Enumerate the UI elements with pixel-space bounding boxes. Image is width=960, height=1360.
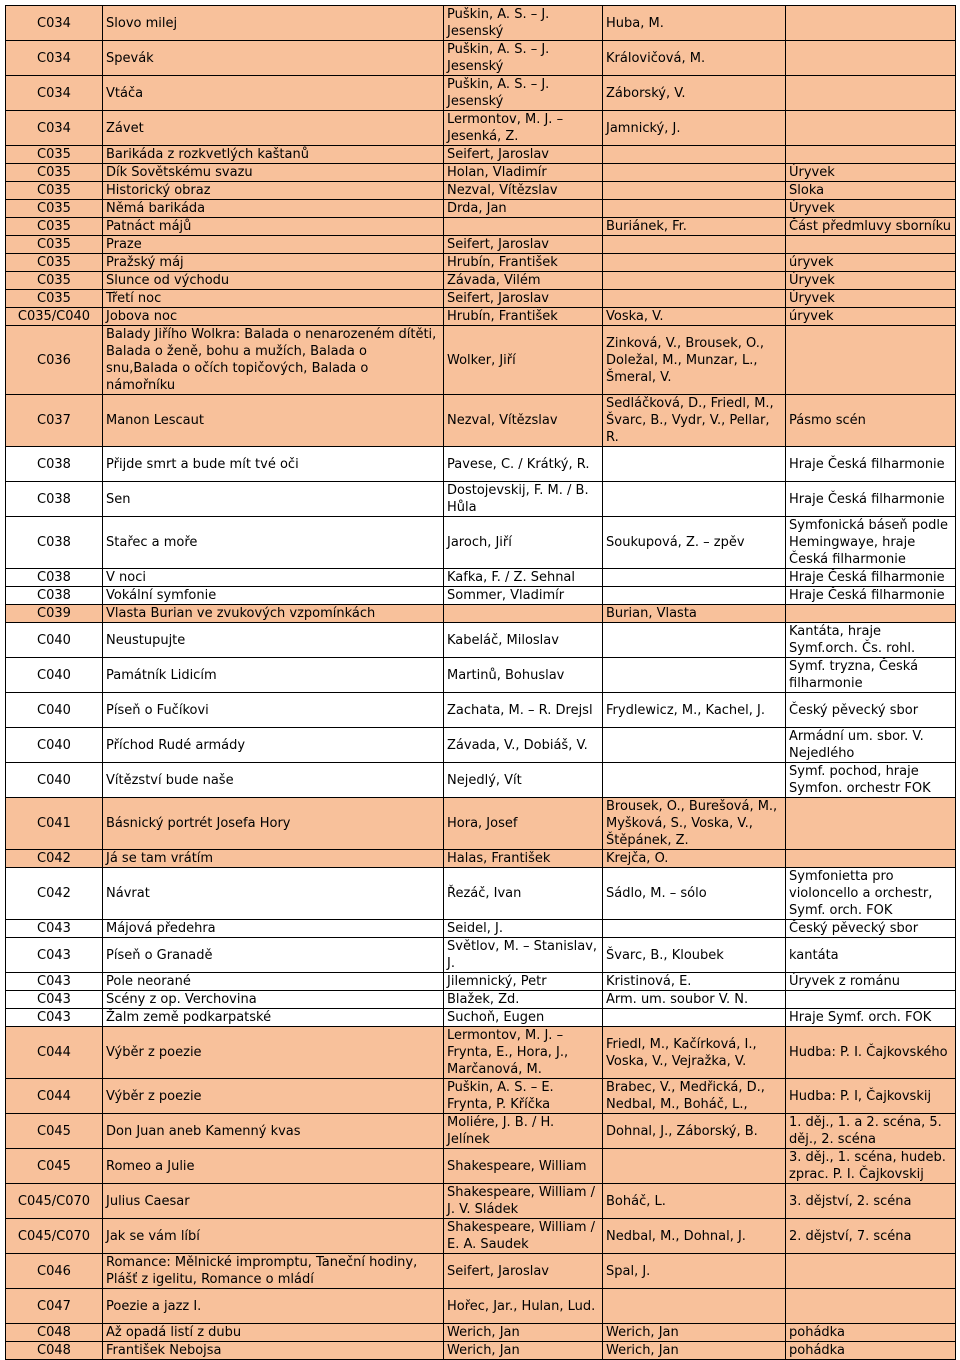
table-row [6,182,956,200]
note-cell: pohádka [786,1342,956,1360]
note-cell: Kantáta, hraje Symf.orch. Čs. rohl. [786,623,956,658]
performer-cell: Huba, M. [603,6,786,41]
performer-cell: Brousek, O., Burešová, M., Myšková, S., Voska, V., Štěpánek, Z. [603,798,786,850]
catalog-code-cell: C040 [6,623,103,658]
catalog-code-cell: C045 [6,1149,103,1184]
catalog-code-cell: C048 [6,1342,103,1360]
table-row [6,728,956,763]
author-cell: Závada, Vilém [444,272,603,290]
title-cell: Spevák [103,41,444,76]
performer-cell [603,728,786,763]
table-row [6,1114,956,1149]
title-cell: Pole neorané [103,973,444,991]
author-cell: Pavese, C. / Krátký, R. [444,447,603,482]
title-cell: Žalm země podkarpatské [103,1009,444,1027]
performer-cell: Jamnický, J. [603,111,786,146]
title-cell: Balady Jiřího Wolkra: Balada o nenarozeném dítěti, Balada o ženě, bohu a mužích, Balada o snu,Balada o očích topičových, Balada o námořníku [103,326,444,395]
note-cell: Hraje Česká filharmonie [786,447,956,482]
note-cell: Český pěvecký sbor [786,693,956,728]
note-cell [786,236,956,254]
performer-cell: Dohnal, J., Záborský, B. [603,1114,786,1149]
note-cell [786,41,956,76]
title-cell: Májová předehra [103,920,444,938]
title-cell: Pražský máj [103,254,444,272]
note-cell: Armádní um. sbor. V. Nejedlého [786,728,956,763]
table-row [6,395,956,447]
catalog-code-cell: C035/C040 [6,308,103,326]
note-cell: Český pěvecký sbor [786,920,956,938]
catalog-code-cell: C038 [6,587,103,605]
performer-cell [603,200,786,218]
author-cell: Dostojevskij, F. M. / B. Hůla [444,482,603,517]
author-cell: Shakespeare, William / J. V. Sládek [444,1184,603,1219]
author-cell: Shakespeare, William [444,1149,603,1184]
catalog-code-cell: C038 [6,517,103,569]
performer-cell [603,290,786,308]
table-row [6,938,956,973]
note-cell: 2. dějství, 7. scéna [786,1219,956,1254]
performer-cell [603,236,786,254]
catalog-code-cell: C041 [6,798,103,850]
table-row [6,447,956,482]
title-cell: Romance: Mělnické impromptu, Taneční hodiny, Plášť z igelitu, Romance o mládí [103,1254,444,1289]
table-row [6,569,956,587]
author-cell: Kafka, F. / Z. Sehnal [444,569,603,587]
author-cell: Martinů, Bohuslav [444,658,603,693]
performer-cell: Brabec, V., Medřická, D., Nedbal, M., Boháč, L., [603,1079,786,1114]
performer-cell [603,569,786,587]
performer-cell: Werich, Jan [603,1324,786,1342]
author-cell: Jaroch, Jiří [444,517,603,569]
author-cell: Zachata, M. – R. Drejsl [444,693,603,728]
table-row [6,1342,956,1360]
title-cell: Dík Sovětskému svazu [103,164,444,182]
catalog-code-cell: C038 [6,447,103,482]
author-cell: Holan, Vladimír [444,164,603,182]
table-row [6,41,956,76]
title-cell: František Nebojsa [103,1342,444,1360]
note-cell [786,6,956,41]
catalog-code-cell: C045/C070 [6,1219,103,1254]
title-cell: Jak se vám líbí [103,1219,444,1254]
title-cell: Návrat [103,868,444,920]
catalog-code-cell: C043 [6,920,103,938]
author-cell: Halas, František [444,850,603,868]
table-row [6,111,956,146]
title-cell: Vtáča [103,76,444,111]
note-cell [786,605,956,623]
performer-cell [603,763,786,798]
table-row [6,482,956,517]
table-row [6,1324,956,1342]
table-row [6,76,956,111]
catalog-code-cell: C039 [6,605,103,623]
note-cell: Symf. pochod, hraje Symfon. orchestr FOK [786,763,956,798]
author-cell: Seifert, Jaroslav [444,290,603,308]
title-cell: Julius Caesar [103,1184,444,1219]
title-cell: Praze [103,236,444,254]
performer-cell: Sádlo, M. – sólo [603,868,786,920]
recordings-table [5,5,956,1360]
table-body [6,6,956,1360]
catalog-code-cell: C038 [6,569,103,587]
catalog-code-cell: C035 [6,182,103,200]
author-cell [444,605,603,623]
performer-cell [603,182,786,200]
author-cell: Kabeláč, Miloslav [444,623,603,658]
note-cell: Sloka [786,182,956,200]
table-row [6,1254,956,1289]
note-cell: pohádka [786,1324,956,1342]
title-cell: Jobova noc [103,308,444,326]
author-cell: Suchoň, Eugen [444,1009,603,1027]
table-row [6,605,956,623]
author-cell: Řezáč, Ivan [444,868,603,920]
note-cell: Část předmluvy sborníku [786,218,956,236]
performer-cell: Burian, Vlasta [603,605,786,623]
note-cell: Hraje Česká filharmonie [786,587,956,605]
table-row [6,254,956,272]
catalog-code-cell: C040 [6,658,103,693]
performer-cell: Friedl, M., Kačírková, I., Voska, V., Vejražka, V. [603,1027,786,1079]
table-row [6,200,956,218]
title-cell: Píseň o Granadě [103,938,444,973]
note-cell: Symf. tryzna, Česká filharmonie [786,658,956,693]
note-cell: Úryvek [786,290,956,308]
performer-cell: Zinková, V., Brousek, O., Doležal, M., Munzar, L., Šmeral, V. [603,326,786,395]
author-cell: Hrubín, František [444,308,603,326]
performer-cell: Kristinová, E. [603,973,786,991]
author-cell: Hořec, Jar., Hulan, Lud. [444,1289,603,1324]
note-cell: 1. děj., 1. a 2. scéna, 5. děj., 2. scéna [786,1114,956,1149]
table-row [6,1009,956,1027]
table-row [6,1079,956,1114]
table-row [6,587,956,605]
author-cell: Seifert, Jaroslav [444,146,603,164]
author-cell: Hrubín, František [444,254,603,272]
table-row [6,693,956,728]
author-cell: Závada, V., Dobiáš, V. [444,728,603,763]
table-row [6,164,956,182]
author-cell [444,218,603,236]
table-row [6,308,956,326]
title-cell: Příchod Rudé armády [103,728,444,763]
title-cell: Píseň o Fučíkovi [103,693,444,728]
performer-cell: Arm. um. soubor V. N. [603,991,786,1009]
note-cell: Symfonietta pro violoncello a orchestr, Symf. orch. FOK [786,868,956,920]
title-cell: Vítězství bude naše [103,763,444,798]
note-cell: Úryvek z románu [786,973,956,991]
performer-cell: Krejča, O. [603,850,786,868]
title-cell: Slovo milej [103,6,444,41]
title-cell: Patnáct májů [103,218,444,236]
performer-cell: Soukupová, Z. – zpěv [603,517,786,569]
author-cell: Shakespeare, William / E. A. Saudek [444,1219,603,1254]
title-cell: Sen [103,482,444,517]
note-cell: Hraje Symf. orch. FOK [786,1009,956,1027]
table-row [6,218,956,236]
title-cell: Don Juan aneb Kamenný kvas [103,1114,444,1149]
catalog-code-cell: C035 [6,200,103,218]
author-cell: Werich, Jan [444,1342,603,1360]
performer-cell [603,1289,786,1324]
table-row [6,1289,956,1324]
table-row [6,326,956,395]
performer-cell: Záborský, V. [603,76,786,111]
title-cell: Básnický portrét Josefa Hory [103,798,444,850]
title-cell: Slunce od východu [103,272,444,290]
note-cell: Hudba: P. I, Čajkovskij [786,1079,956,1114]
author-cell: Jilemnický, Petr [444,973,603,991]
title-cell: Poezie a jazz I. [103,1289,444,1324]
author-cell: Moliére, J. B. / H. Jelínek [444,1114,603,1149]
note-cell [786,850,956,868]
catalog-code-cell: C040 [6,693,103,728]
catalog-code-cell: C035 [6,272,103,290]
catalog-code-cell: C044 [6,1027,103,1079]
title-cell: Výběr z poezie [103,1079,444,1114]
performer-cell: Buriánek, Fr. [603,218,786,236]
catalog-code-cell: C045/C070 [6,1184,103,1219]
note-cell: Úryvek [786,200,956,218]
performer-cell [603,587,786,605]
performer-cell [603,623,786,658]
performer-cell: Boháč, L. [603,1184,786,1219]
catalog-code-cell: C034 [6,76,103,111]
author-cell: Nejedlý, Vít [444,763,603,798]
note-cell: kantáta [786,938,956,973]
title-cell: Historický obraz [103,182,444,200]
performer-cell [603,146,786,164]
table-row [6,1219,956,1254]
performer-cell: Švarc, B., Kloubek [603,938,786,973]
catalog-code-cell: C043 [6,938,103,973]
note-cell: Úryvek [786,164,956,182]
title-cell: Němá barikáda [103,200,444,218]
author-cell: Seidel, J. [444,920,603,938]
note-cell: 3. dějství, 2. scéna [786,1184,956,1219]
performer-cell [603,920,786,938]
note-cell [786,146,956,164]
note-cell: Symfonická báseň podle Hemingwaye, hraje Česká filharmonie [786,517,956,569]
author-cell: Nezval, Vítězslav [444,395,603,447]
catalog-code-cell: C034 [6,111,103,146]
title-cell: Výběr z poezie [103,1027,444,1079]
author-cell: Wolker, Jiří [444,326,603,395]
table-row [6,6,956,41]
table-row [6,1184,956,1219]
author-cell: Světlov, M. – Stanislav, J. [444,938,603,973]
catalog-code-cell: C035 [6,290,103,308]
catalog-code-cell: C035 [6,164,103,182]
note-cell [786,1254,956,1289]
title-cell: Barikáda z rozkvetlých kaštanů [103,146,444,164]
title-cell: Scény z op. Verchovina [103,991,444,1009]
note-cell [786,326,956,395]
catalog-code-cell: C042 [6,850,103,868]
catalog-code-cell: C043 [6,973,103,991]
table-row [6,623,956,658]
title-cell: Vokální symfonie [103,587,444,605]
table-row [6,658,956,693]
catalog-code-cell: C040 [6,728,103,763]
performer-cell [603,658,786,693]
note-cell [786,111,956,146]
title-cell: Třetí noc [103,290,444,308]
table-row [6,236,956,254]
note-cell: Pásmo scén [786,395,956,447]
performer-cell [603,272,786,290]
catalog-code-cell: C047 [6,1289,103,1324]
catalog-code-cell: C035 [6,236,103,254]
performer-cell: Spal, J. [603,1254,786,1289]
title-cell: Přijde smrt a bude mít tvé oči [103,447,444,482]
performer-cell [603,254,786,272]
note-cell [786,798,956,850]
performer-cell: Frydlewicz, M., Kachel, J. [603,693,786,728]
title-cell: Památník Lidicím [103,658,444,693]
table-row [6,973,956,991]
note-cell [786,76,956,111]
performer-cell: Sedláčková, D., Friedl, M., Švarc, B., Vydr, V., Pellar, R. [603,395,786,447]
performer-cell [603,482,786,517]
table-row [6,290,956,308]
author-cell: Seifert, Jaroslav [444,236,603,254]
performer-cell: Královičová, M. [603,41,786,76]
catalog-code-cell: C035 [6,146,103,164]
author-cell: Puškin, A. S. – J. Jesenský [444,41,603,76]
catalog-code-cell: C043 [6,1009,103,1027]
author-cell: Sommer, Vladimír [444,587,603,605]
performer-cell: Voska, V. [603,308,786,326]
catalog-code-cell: C034 [6,6,103,41]
note-cell [786,1289,956,1324]
table-row [6,920,956,938]
note-cell: 3. děj., 1. scéna, hudeb. zprac. P. I. Čajkovskij [786,1149,956,1184]
catalog-code-cell: C035 [6,218,103,236]
performer-cell [603,1149,786,1184]
performer-cell [603,447,786,482]
catalog-code-cell: C040 [6,763,103,798]
title-cell: Já se tam vrátím [103,850,444,868]
title-cell: Závet [103,111,444,146]
author-cell: Werich, Jan [444,1324,603,1342]
table-row [6,517,956,569]
author-cell: Lermontov, M. J. – Frynta, E., Hora, J., Marčanová, M. [444,1027,603,1079]
catalog-code-cell: C043 [6,991,103,1009]
table-row [6,991,956,1009]
catalog-code-cell: C046 [6,1254,103,1289]
title-cell: Vlasta Burian ve zvukových vzpomínkách [103,605,444,623]
table-row [6,850,956,868]
catalog-code-cell: C044 [6,1079,103,1114]
author-cell: Puškin, A. S. – J. Jesenský [444,76,603,111]
author-cell: Seifert, Jaroslav [444,1254,603,1289]
note-cell: Hudba: P. I. Čajkovského [786,1027,956,1079]
table-row [6,272,956,290]
catalog-code-cell: C045 [6,1114,103,1149]
title-cell: Romeo a Julie [103,1149,444,1184]
performer-cell [603,164,786,182]
title-cell: V noci [103,569,444,587]
catalog-code-cell: C048 [6,1324,103,1342]
note-cell [786,991,956,1009]
author-cell: Drda, Jan [444,200,603,218]
title-cell: Manon Lescaut [103,395,444,447]
note-cell: úryvek [786,254,956,272]
table-row [6,868,956,920]
author-cell: Puškin, A. S. – J. Jesenský [444,6,603,41]
author-cell: Nezval, Vítězslav [444,182,603,200]
author-cell: Blažek, Zd. [444,991,603,1009]
author-cell: Hora, Josef [444,798,603,850]
note-cell: úryvek [786,308,956,326]
author-cell: Lermontov, M. J. – Jesenká, Z. [444,111,603,146]
note-cell: Hraje Česká filharmonie [786,482,956,517]
table-row [6,798,956,850]
table-row [6,1149,956,1184]
catalog-code-cell: C037 [6,395,103,447]
performer-cell: Nedbal, M., Dohnal, J. [603,1219,786,1254]
catalog-code-cell: C038 [6,482,103,517]
performer-cell: Werich, Jan [603,1342,786,1360]
table-row [6,146,956,164]
catalog-code-cell: C042 [6,868,103,920]
performer-cell [603,1009,786,1027]
title-cell: Stařec a moře [103,517,444,569]
catalog-code-cell: C034 [6,41,103,76]
table-row [6,763,956,798]
title-cell: Neustupujte [103,623,444,658]
note-cell: Úryvek [786,272,956,290]
title-cell: Až opadá listí z dubu [103,1324,444,1342]
catalog-code-cell: C036 [6,326,103,395]
catalog-code-cell: C035 [6,254,103,272]
author-cell: Puškin, A. S. – E. Frynta, P. Kříčka [444,1079,603,1114]
note-cell: Hraje Česká filharmonie [786,569,956,587]
table-row [6,1027,956,1079]
